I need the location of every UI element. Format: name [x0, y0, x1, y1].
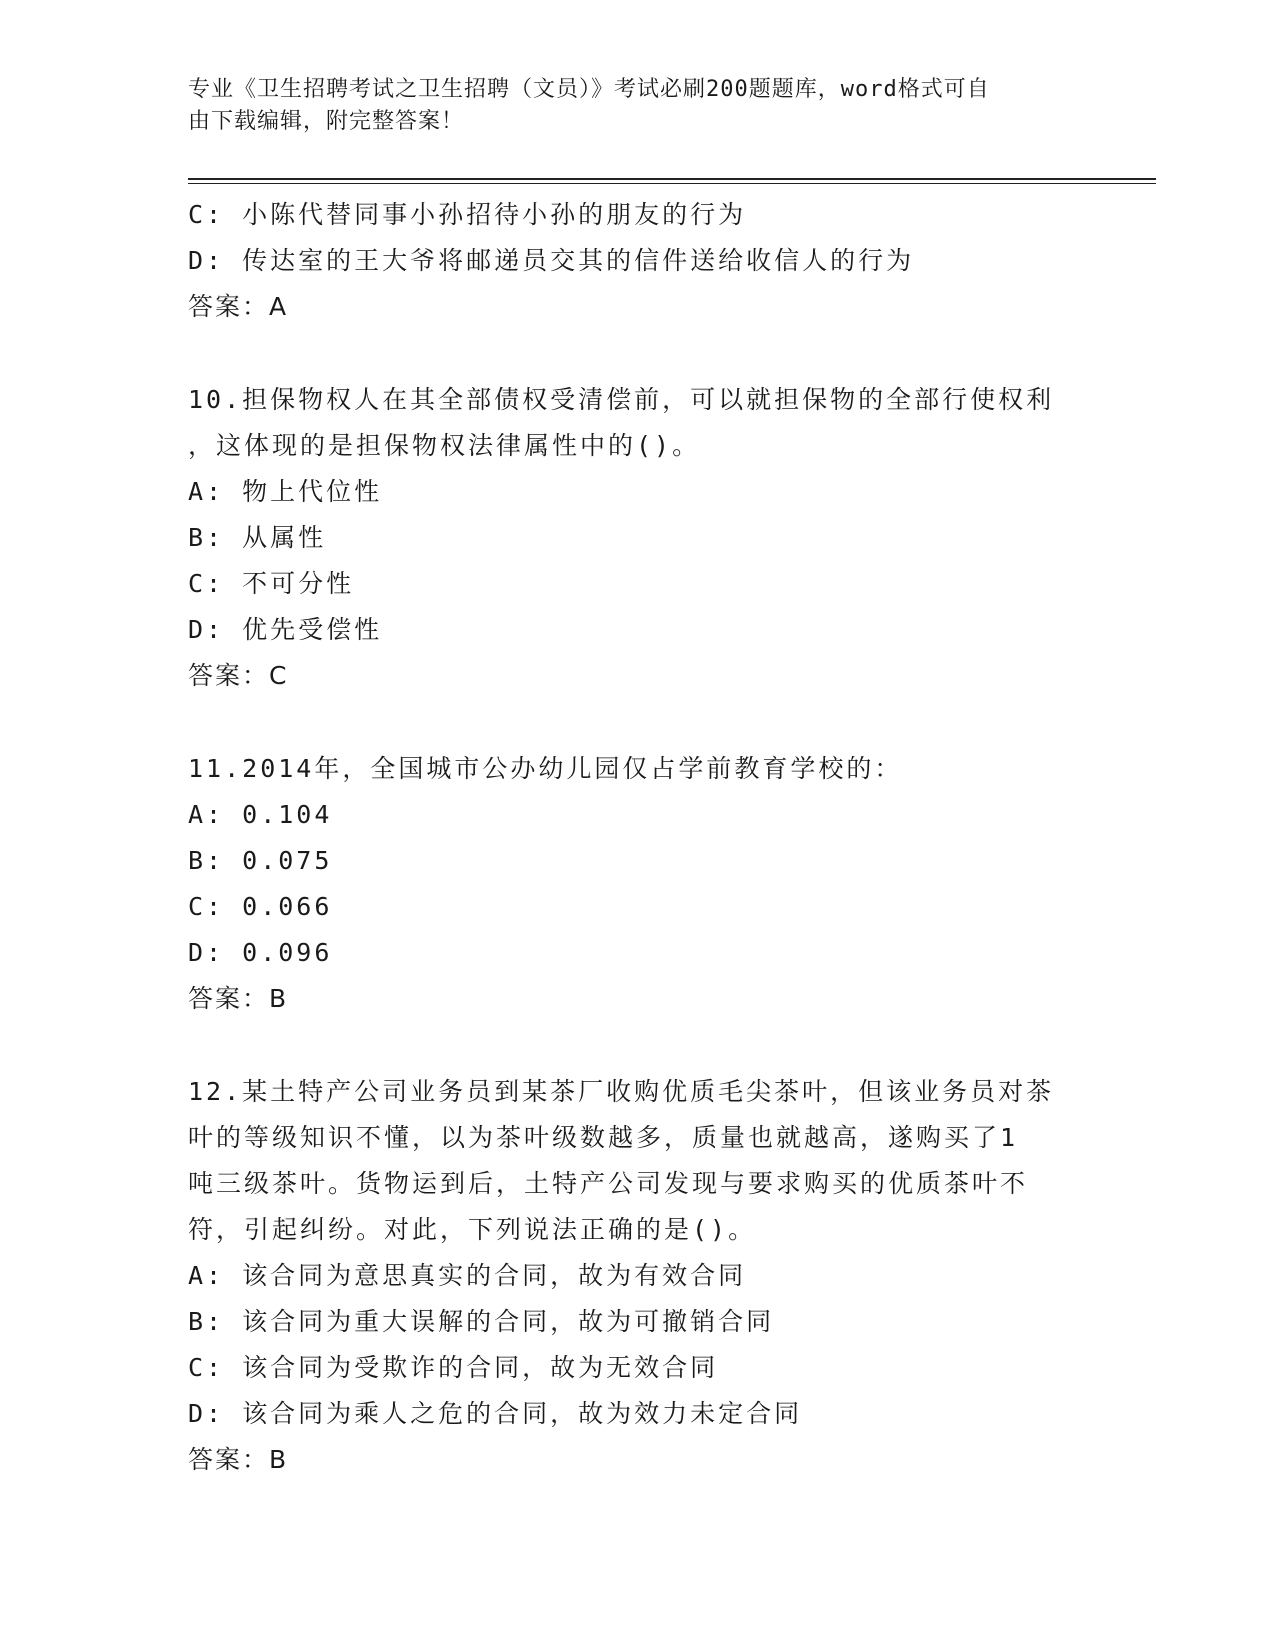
option-c: C: 小陈代替同事小孙招待小孙的朋友的行为	[188, 200, 747, 229]
option-c: C: 该合同为受欺诈的合同，故为无效合同	[188, 1353, 719, 1382]
document-header	[188, 74, 1088, 138]
option-c: C: 不可分性	[188, 569, 355, 598]
option-d: D: 0.096	[188, 938, 333, 967]
question-10	[188, 377, 1088, 699]
option-a: A: 物上代位性	[188, 477, 383, 506]
option-d: D: 该合同为乘人之危的合同，故为效力未定合同	[188, 1399, 803, 1428]
spacer	[188, 699, 1088, 746]
question-content	[188, 192, 1088, 1483]
option-a: A: 0.104	[188, 800, 333, 829]
question-stem-line: 符，引起纠纷。对此，下列说法正确的是()。	[188, 1215, 757, 1244]
answer-line: 答案：B	[188, 1445, 289, 1474]
answer-line: 答案：B	[188, 984, 289, 1013]
header-line-1: 专业《卫生招聘考试之卫生招聘（文员）》考试必刷200题题库，word格式可自	[188, 77, 990, 102]
question-stem-line: ，这体现的是担保物权法律属性中的()。	[188, 431, 701, 460]
question-12	[188, 1069, 1088, 1483]
option-b: B: 0.075	[188, 846, 333, 875]
header-rule-thick	[188, 178, 1156, 180]
question-11	[188, 746, 1088, 1022]
header-rule-thin	[188, 183, 1156, 184]
option-b: B: 从属性	[188, 523, 327, 552]
spacer	[188, 330, 1088, 377]
option-a: A: 该合同为意思真实的合同，故为有效合同	[188, 1261, 747, 1290]
option-d: D: 优先受偿性	[188, 615, 383, 644]
answer-line: 答案：A	[188, 292, 289, 321]
header-line-2: 由下载编辑，附完整答案！	[188, 109, 465, 134]
spacer	[188, 1022, 1088, 1069]
option-c: C: 0.066	[188, 892, 333, 921]
continued-question	[188, 192, 1088, 330]
question-stem-line: 吨三级茶叶。货物运到后，土特产公司发现与要求购买的优质茶叶不	[188, 1169, 1029, 1198]
question-stem-line: 叶的等级知识不懂，以为茶叶级数越多，质量也就越高，遂购买了1	[188, 1123, 1019, 1152]
option-d: D: 传达室的王大爷将邮递员交其的信件送给收信人的行为	[188, 246, 915, 275]
question-stem-line: 11.2014年，全国城市公办幼儿园仅占学前教育学校的：	[188, 754, 903, 783]
answer-line: 答案：C	[188, 661, 289, 690]
question-stem-line: 10.担保物权人在其全部债权受清偿前，可以就担保物的全部行使权利	[188, 385, 1055, 414]
question-stem-line: 12.某土特产公司业务员到某茶厂收购优质毛尖茶叶，但该业务员对茶	[188, 1077, 1055, 1106]
option-b: B: 该合同为重大误解的合同，故为可撤销合同	[188, 1307, 775, 1336]
